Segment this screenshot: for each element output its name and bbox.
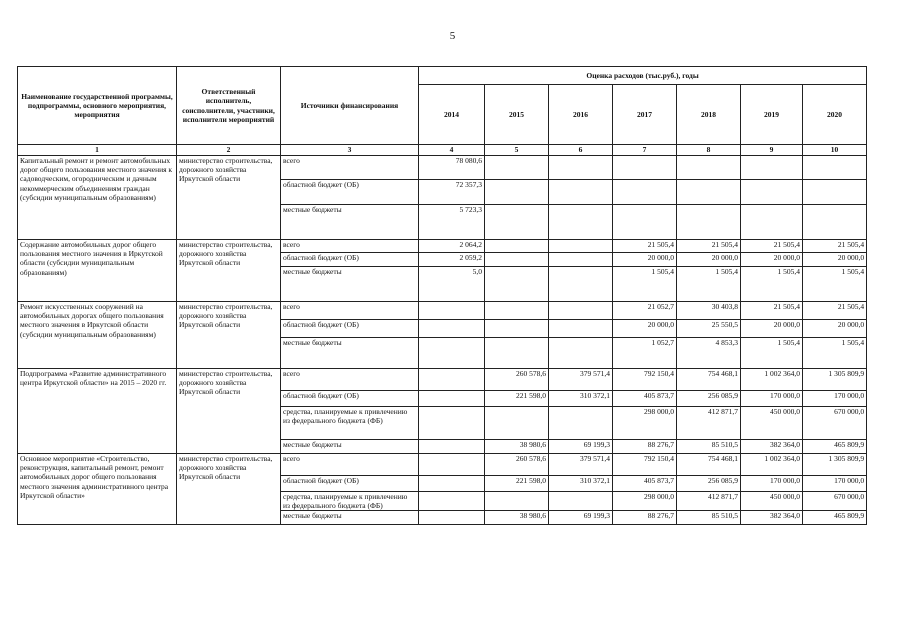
funding-source: областной бюджет (ОБ) — [281, 253, 419, 267]
amount-cell: 754 468,1 — [677, 454, 741, 476]
amount-cell: 310 372,1 — [549, 391, 613, 407]
header-estimate: Оценка расходов (тыс.руб.), годы — [419, 67, 867, 85]
responsible-executor: министерство строительства, дорожного хозяйства Иркутской области — [177, 156, 281, 240]
amount-cell: 21 505,4 — [803, 240, 867, 253]
header-year: 2014 — [419, 85, 485, 145]
funding-source: средства, планируемые к привлечению из федерального бюджета (ФБ) — [281, 407, 419, 440]
amount-cell — [485, 492, 549, 511]
measure-name: Капитальный ремонт и ремонт автомобильных дорог общего пользования местного значения к садоводческим, огородническим и дачным некоммерческим объединениям граждан (субсидии муниципальным образованиям) — [18, 156, 177, 240]
amount-cell — [419, 391, 485, 407]
amount-cell — [677, 180, 741, 205]
amount-cell: 670 000,0 — [803, 492, 867, 511]
funding-source: местные бюджеты — [281, 267, 419, 302]
amount-cell — [485, 338, 549, 369]
amount-cell: 256 085,9 — [677, 391, 741, 407]
column-number: 6 — [549, 145, 613, 156]
amount-cell — [549, 492, 613, 511]
amount-cell: 5 723,3 — [419, 205, 485, 240]
amount-cell: 754 468,1 — [677, 369, 741, 391]
column-number: 7 — [613, 145, 677, 156]
amount-cell: 405 873,7 — [613, 391, 677, 407]
funding-source: областной бюджет (ОБ) — [281, 476, 419, 492]
header-year: 2016 — [549, 85, 613, 145]
amount-cell: 1 505,4 — [803, 267, 867, 302]
budget-table — [17, 66, 867, 525]
amount-cell — [485, 407, 549, 440]
amount-cell: 1 305 809,9 — [803, 454, 867, 476]
header-name: Наименование государственной программы, подпрограммы, основного мероприятия, мероприятия — [18, 67, 177, 145]
amount-cell — [485, 253, 549, 267]
amount-cell — [485, 302, 549, 320]
header-sources: Источники финансирования — [281, 67, 419, 145]
amount-cell: 4 853,3 — [677, 338, 741, 369]
amount-cell: 85 510,5 — [677, 511, 741, 525]
amount-cell: 1 505,4 — [677, 267, 741, 302]
amount-cell: 379 571,4 — [549, 369, 613, 391]
amount-cell: 21 505,4 — [741, 240, 803, 253]
amount-cell: 1 505,4 — [613, 267, 677, 302]
amount-cell: 20 000,0 — [803, 320, 867, 338]
measure-name: Ремонт искусственных сооружений на автомобильных дорогах общего пользования местного значения в Иркутской области (субсидии муниципальным образованиям) — [18, 302, 177, 369]
amount-cell — [677, 156, 741, 180]
column-number: 1 — [18, 145, 177, 156]
funding-source: местные бюджеты — [281, 205, 419, 240]
funding-source: всего — [281, 302, 419, 320]
amount-cell: 1 505,4 — [741, 267, 803, 302]
amount-cell — [613, 180, 677, 205]
amount-cell: 69 199,3 — [549, 511, 613, 525]
amount-cell: 1 505,4 — [803, 338, 867, 369]
amount-cell: 69 199,3 — [549, 440, 613, 454]
funding-source: всего — [281, 454, 419, 476]
amount-cell — [485, 180, 549, 205]
amount-cell: 670 000,0 — [803, 407, 867, 440]
amount-cell: 412 871,7 — [677, 407, 741, 440]
amount-cell: 792 150,4 — [613, 454, 677, 476]
amount-cell: 170 000,0 — [741, 391, 803, 407]
amount-cell: 465 809,9 — [803, 440, 867, 454]
amount-cell: 2 059,2 — [419, 253, 485, 267]
funding-source: всего — [281, 240, 419, 253]
amount-cell — [419, 338, 485, 369]
amount-cell — [803, 156, 867, 180]
amount-cell: 21 505,4 — [613, 240, 677, 253]
column-number: 8 — [677, 145, 741, 156]
amount-cell: 2 064,2 — [419, 240, 485, 253]
header-year: 2020 — [803, 85, 867, 145]
header-year: 2019 — [741, 85, 803, 145]
amount-cell — [741, 180, 803, 205]
column-number: 10 — [803, 145, 867, 156]
column-number: 2 — [177, 145, 281, 156]
amount-cell — [419, 440, 485, 454]
funding-source: средства, планируемые к привлечению из федерального бюджета (ФБ) — [281, 492, 419, 511]
amount-cell: 260 578,6 — [485, 454, 549, 476]
amount-cell: 1 002 364,0 — [741, 369, 803, 391]
amount-cell — [419, 492, 485, 511]
amount-cell: 20 000,0 — [677, 253, 741, 267]
amount-cell — [485, 156, 549, 180]
header-year: 2017 — [613, 85, 677, 145]
table-row — [18, 156, 867, 180]
amount-cell — [549, 267, 613, 302]
amount-cell: 170 000,0 — [803, 476, 867, 492]
column-numbers-row — [18, 145, 867, 156]
amount-cell: 88 276,7 — [613, 511, 677, 525]
amount-cell: 450 000,0 — [741, 407, 803, 440]
column-number: 5 — [485, 145, 549, 156]
amount-cell — [419, 454, 485, 476]
amount-cell — [549, 320, 613, 338]
amount-cell: 21 052,7 — [613, 302, 677, 320]
amount-cell: 1 002 364,0 — [741, 454, 803, 476]
amount-cell: 405 873,7 — [613, 476, 677, 492]
page-number: 5 — [449, 30, 456, 42]
amount-cell: 256 085,9 — [677, 476, 741, 492]
amount-cell — [549, 302, 613, 320]
measure-name: Подпрограмма «Развитие административного центра Иркутской области» на 2015 – 2020 гг. — [18, 369, 177, 454]
amount-cell: 20 000,0 — [613, 320, 677, 338]
header-year: 2015 — [485, 85, 549, 145]
funding-source: областной бюджет (ОБ) — [281, 180, 419, 205]
amount-cell — [419, 302, 485, 320]
amount-cell: 792 150,4 — [613, 369, 677, 391]
header-row-top — [18, 67, 867, 85]
amount-cell: 170 000,0 — [741, 476, 803, 492]
amount-cell — [419, 369, 485, 391]
amount-cell — [741, 156, 803, 180]
amount-cell: 72 357,3 — [419, 180, 485, 205]
amount-cell: 20 000,0 — [741, 320, 803, 338]
amount-cell — [549, 205, 613, 240]
amount-cell — [549, 180, 613, 205]
amount-cell: 382 364,0 — [741, 511, 803, 525]
responsible-executor: министерство строительства, дорожного хозяйства Иркутской области — [177, 240, 281, 302]
amount-cell — [485, 205, 549, 240]
amount-cell: 450 000,0 — [741, 492, 803, 511]
amount-cell — [419, 511, 485, 525]
amount-cell: 260 578,6 — [485, 369, 549, 391]
table-row — [18, 240, 867, 253]
amount-cell: 38 980,6 — [485, 440, 549, 454]
amount-cell — [741, 205, 803, 240]
amount-cell — [485, 240, 549, 253]
amount-cell — [613, 205, 677, 240]
amount-cell: 20 000,0 — [803, 253, 867, 267]
amount-cell: 5,0 — [419, 267, 485, 302]
amount-cell: 25 550,5 — [677, 320, 741, 338]
amount-cell: 310 372,1 — [549, 476, 613, 492]
measure-name: Содержание автомобильных дорог общего пользования местного значения в Иркутской области (субсидии муниципальным образованиям) — [18, 240, 177, 302]
amount-cell — [419, 476, 485, 492]
amount-cell: 465 809,9 — [803, 511, 867, 525]
amount-cell: 170 000,0 — [803, 391, 867, 407]
amount-cell: 85 510,5 — [677, 440, 741, 454]
amount-cell: 1 305 809,9 — [803, 369, 867, 391]
amount-cell: 78 080,6 — [419, 156, 485, 180]
table-row — [18, 454, 867, 476]
funding-source: местные бюджеты — [281, 440, 419, 454]
amount-cell — [549, 407, 613, 440]
funding-source: областной бюджет (ОБ) — [281, 391, 419, 407]
funding-source: областной бюджет (ОБ) — [281, 320, 419, 338]
column-number: 3 — [281, 145, 419, 156]
funding-source: местные бюджеты — [281, 338, 419, 369]
table-row — [18, 369, 867, 391]
amount-cell — [549, 253, 613, 267]
amount-cell — [803, 180, 867, 205]
responsible-executor: министерство строительства, дорожного хозяйства Иркутской области — [177, 369, 281, 454]
amount-cell: 38 980,6 — [485, 511, 549, 525]
amount-cell — [419, 407, 485, 440]
amount-cell — [485, 267, 549, 302]
amount-cell: 221 598,0 — [485, 476, 549, 492]
amount-cell: 21 505,4 — [803, 302, 867, 320]
amount-cell — [419, 320, 485, 338]
amount-cell: 30 403,8 — [677, 302, 741, 320]
amount-cell: 382 364,0 — [741, 440, 803, 454]
column-number: 9 — [741, 145, 803, 156]
amount-cell: 20 000,0 — [613, 253, 677, 267]
amount-cell — [549, 338, 613, 369]
table-row — [18, 302, 867, 320]
measure-name: Основное мероприятие «Строительство, реконструкция, капитальный ремонт, ремонт автомобильных дорог общего пользования местного значения административного центра Иркутской области» — [18, 454, 177, 525]
amount-cell: 20 000,0 — [741, 253, 803, 267]
amount-cell: 1 505,4 — [741, 338, 803, 369]
amount-cell — [613, 156, 677, 180]
amount-cell — [677, 205, 741, 240]
responsible-executor: министерство строительства, дорожного хозяйства Иркутской области — [177, 454, 281, 525]
amount-cell: 379 571,4 — [549, 454, 613, 476]
amount-cell: 298 000,0 — [613, 407, 677, 440]
amount-cell: 221 598,0 — [485, 391, 549, 407]
amount-cell: 21 505,4 — [741, 302, 803, 320]
amount-cell: 412 871,7 — [677, 492, 741, 511]
amount-cell: 88 276,7 — [613, 440, 677, 454]
amount-cell — [549, 240, 613, 253]
funding-source: местные бюджеты — [281, 511, 419, 525]
amount-cell: 298 000,0 — [613, 492, 677, 511]
header-year: 2018 — [677, 85, 741, 145]
amount-cell — [485, 320, 549, 338]
header-responsible: Ответственный исполнитель, соисполнители, участники, исполнители мероприятий — [177, 67, 281, 145]
responsible-executor: министерство строительства, дорожного хозяйства Иркутской области — [177, 302, 281, 369]
amount-cell — [803, 205, 867, 240]
funding-source: всего — [281, 369, 419, 391]
funding-source: всего — [281, 156, 419, 180]
amount-cell: 1 052,7 — [613, 338, 677, 369]
amount-cell: 21 505,4 — [677, 240, 741, 253]
amount-cell — [549, 156, 613, 180]
column-number: 4 — [419, 145, 485, 156]
